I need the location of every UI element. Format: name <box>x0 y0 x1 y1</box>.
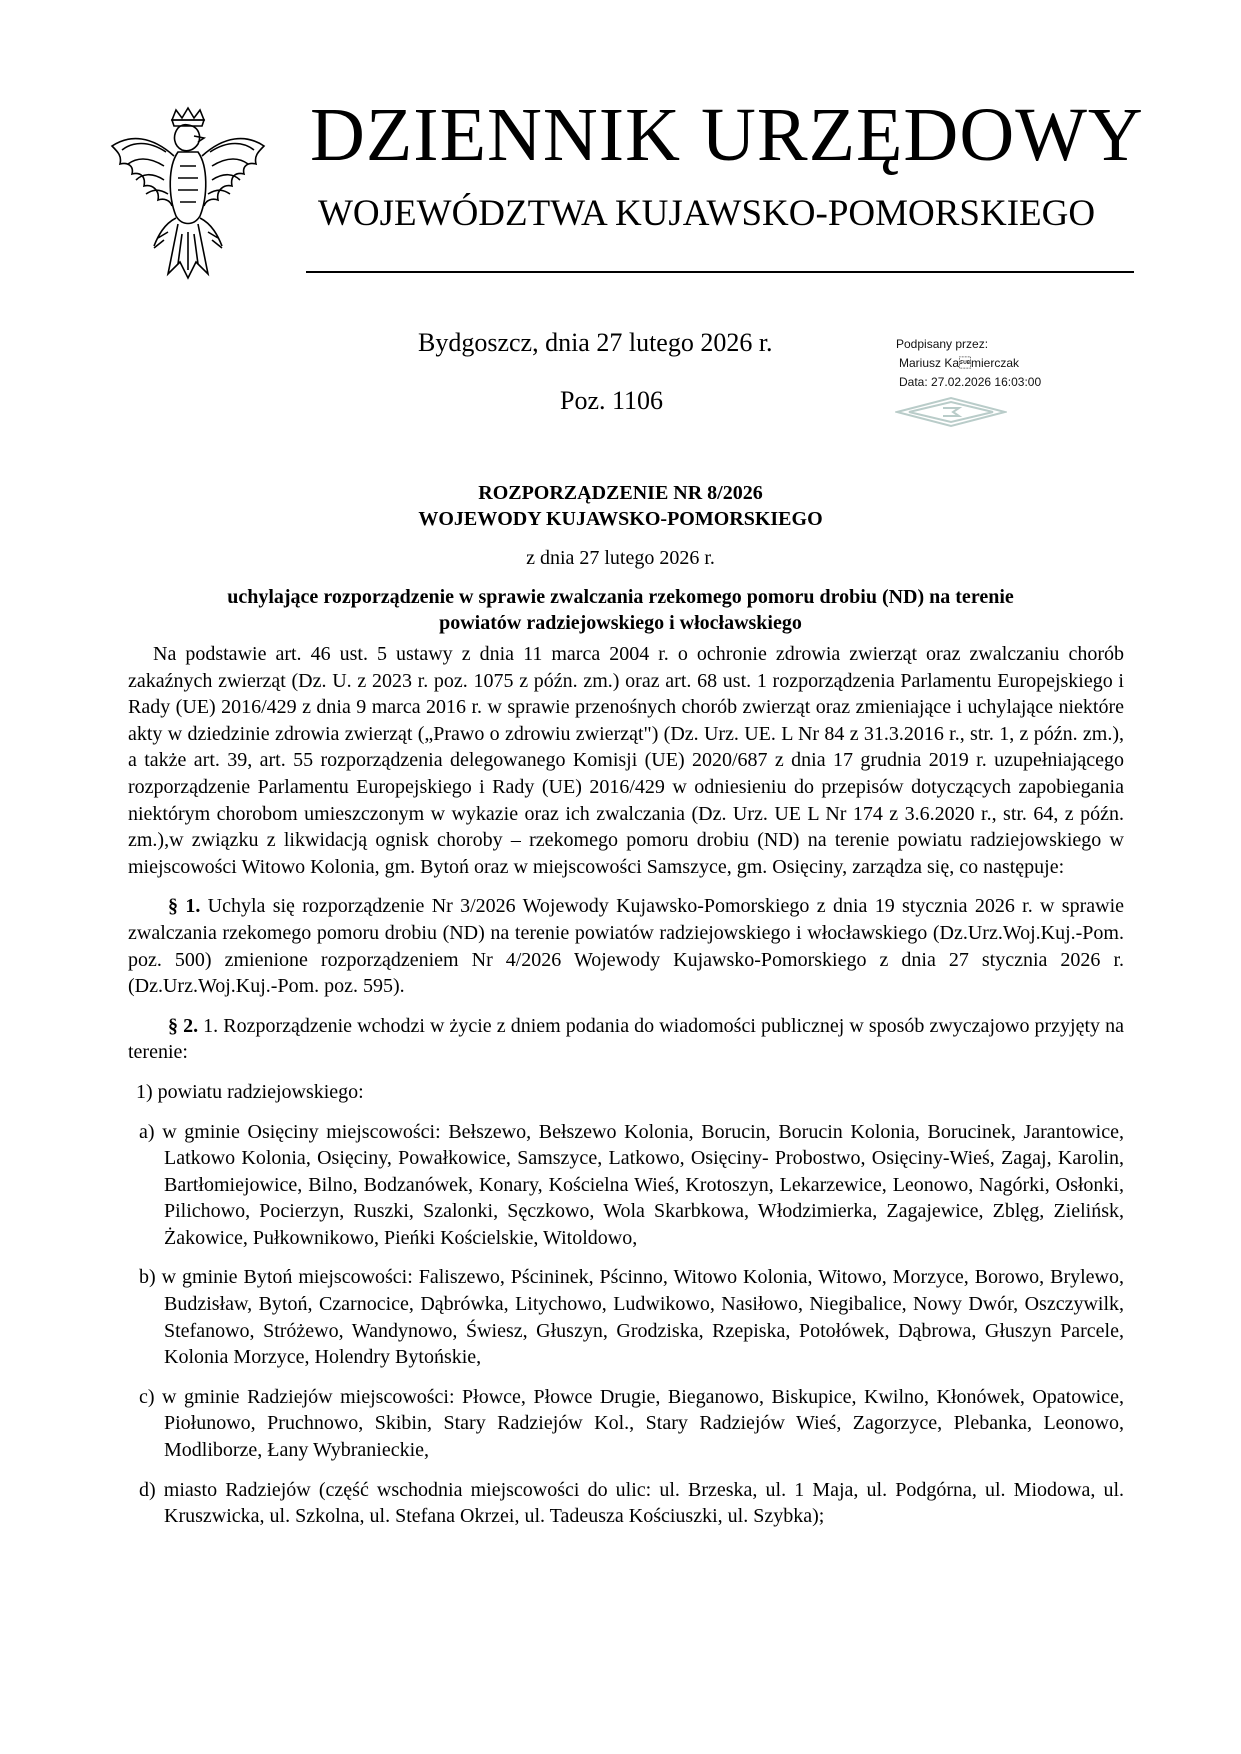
section-2-mark: § 2. <box>168 1014 199 1037</box>
header-divider <box>306 271 1134 273</box>
list-item-a: a) w gminie Osięciny miejscowości: Bełszewo, Bełszewo Kolonia, Borucin, Borucin Kolonia, Borucinek, Jarantowice, Latkowo Kolonia, Osięciny, Powałkowice, Samszyce, Latkowo, Osięciny- Probostwo, Osięciny-Wieś, Zagaj, Karolin, Bartłomiejowice, Bilno, Bodzanówek, Konary, Kościelna Wieś, Krotoszyn, Lekarzewice, Leonowo, Nagórki, Osłonki, Pilichowo, Pocierzyn, Ruszki, Szalonki, Sęczkowo, Wola Skarbkowa, Włodzimierka, Zagajewice, Zblęg, Zielińsk, Żakowice, Pułkownikowo, Pieńki Kościelskie, Witoldowo, <box>139 1120 1124 1249</box>
list-item-c: c) w gminie Radziejów miejscowości: Płowce, Płowce Drugie, Bieganowo, Biskupice, Kwilno, Kłonówek, Opatowice, Piołunowo, Pruchnowo, Skibin, Stary Radziejów Kol., Stary Radziejów Wieś, Zagorzyce, Plebanka, Leonowo, Modliborze, Łany Wybranieckie, <box>139 1385 1124 1462</box>
section-1-text: Uchyla się rozporządzenie Nr 3/2026 Wojewody Kujawsko-Pomorskiego z dnia 19 stycznia 2026 r. w sprawie zwalczania rzekomego pomoru drobiu (ND) na terenie powiatów radziejowskiego i włocławskiego (Dz.Urz.Woj.Kuj.-Pom. poz. 500) zmienione rozporządzeniem Nr 4/2026 Wojewody Kujawsko-Pomorskiego z dnia 27 stycznia 2026 r. (Dz.Urz.Woj.Kuj.-Pom. poz. 595). <box>128 895 1125 998</box>
regulation-subject-line2: powiatów radziejowskiego i włocławskiego <box>439 612 802 634</box>
regulation-number: ROZPORZĄDZENIE NR 8/2026 <box>478 482 763 504</box>
position-number: Poz. 1106 <box>560 386 664 415</box>
section-1-mark: § 1. <box>168 895 201 918</box>
list-item-d: d) miasto Radziejów (część wschodnia miejscowości do ulic: ul. Brzeska, ul. 1 Maja, ul. Podgórna, ul. Miodowa, ul. Kruszwicka, ul. Szkolna, ul. Stefana Okrzei, ul. Tadeusza Kościuszki, ul. Szybka); <box>139 1478 1124 1528</box>
place-and-date: Bydgoszcz, dnia 27 lutego 2026 r. <box>418 328 773 357</box>
digital-signature-block <box>896 335 1041 392</box>
regulation-subject-line1: uchylające rozporządzenie w sprawie zwalczania rzekomego pomoru drobiu (ND) na terenie <box>227 586 1014 608</box>
signature-date: Data: 27.02.2026 16:03:00 <box>899 375 1042 389</box>
regulation-date: z dnia 27 lutego 2026 r. <box>526 547 715 569</box>
eagle-emblem-icon <box>108 106 268 282</box>
signature-logo-icon <box>895 396 1007 428</box>
section-1-paragraph <box>128 893 1124 999</box>
list-item-1: 1) powiatu radziejowskiego: <box>136 1080 364 1103</box>
signature-signer: Mariusz Kamierczak <box>899 356 1020 370</box>
preamble-paragraph: Na podstawie art. 46 ust. 5 ustawy z dnia 11 marca 2004 r. o ochronie zdrowia zwierząt oraz zwalczaniu chorób zakaźnych zwierząt (Dz. U. z 2023 r. poz. 1075 z późn. zm.) oraz art. 68 ust. 1 rozporządzenia Parlamentu Europejskiego i Rady (UE) 2016/429 z dnia 9 marca 2016 r. w sprawie przenośnych chorób zwierząt oraz zmieniające i uchylające niektóre akty w dziedzinie zdrowia zwierząt („Prawo o zdrowiu zwierząt") (Dz. Urz. UE. L Nr 84 z 31.3.2016 r., str. 1, z późn. zm.), a także art. 39, art. 55 rozporządzenia delegowanego Komisji (UE) 2020/687 z dnia 17 grudnia 2019 r. uzupełniającego rozporządzenie Parlamentu Europejskiego i Rady (UE) 2016/429 w odniesieniu do przepisów dotyczących zapobiegania niektórym chorobom umieszczonym w wykazie oraz ich zwalczania (Dz. Urz. UE L Nr 174 z 3.6.2020 r., str. 64, z późn. zm.),w związku z likwidacją ognisk choroby – rzekomego pomoru drobiu (ND) na terenie powiatu radziejowskiego w miejscowości Witowo Kolonia, gm. Bytoń oraz w miejscowości Samszyce, gm. Osięciny, zarządza się, co następuje: <box>128 643 1124 878</box>
journal-subtitle: WOJEWÓDZTWA KUJAWSKO-POMORSKIEGO <box>318 193 1096 234</box>
section-2-paragraph <box>128 1013 1124 1066</box>
list-item-b: b) w gminie Bytoń miejscowości: Faliszewo, Pścininek, Pścinno, Witowo Kolonia, Witowo, Morzyce, Borowo, Brylewo, Budzisław, Bytoń, Czarnocice, Dąbrówka, Litychowo, Ludwikowo, Nasiłowo, Niegibalice, Nowy Dwór, Oszczywilk, Stefanowo, Stróżewo, Wandynowo, Świesz, Głuszyn, Grodziska, Rzepiska, Potołówek, Dąbrowa, Głuszyn Parcele, Kolonia Morzyce, Holendry Bytońskie, <box>139 1266 1124 1369</box>
signature-signed-by: Podpisany przez: <box>896 337 989 351</box>
regulation-body <box>128 641 1124 1530</box>
regulation-issuer: WOJEWODY KUJAWSKO-POMORSKIEGO <box>418 508 823 530</box>
journal-title: DZIENNIK URZĘDOWY <box>310 93 1144 177</box>
section-2-text: 1. Rozporządzenie wchodzi w życie z dniem podania do wiadomości publicznej w sposób zwyczajowo przyjęty na terenie: <box>128 1014 1124 1064</box>
